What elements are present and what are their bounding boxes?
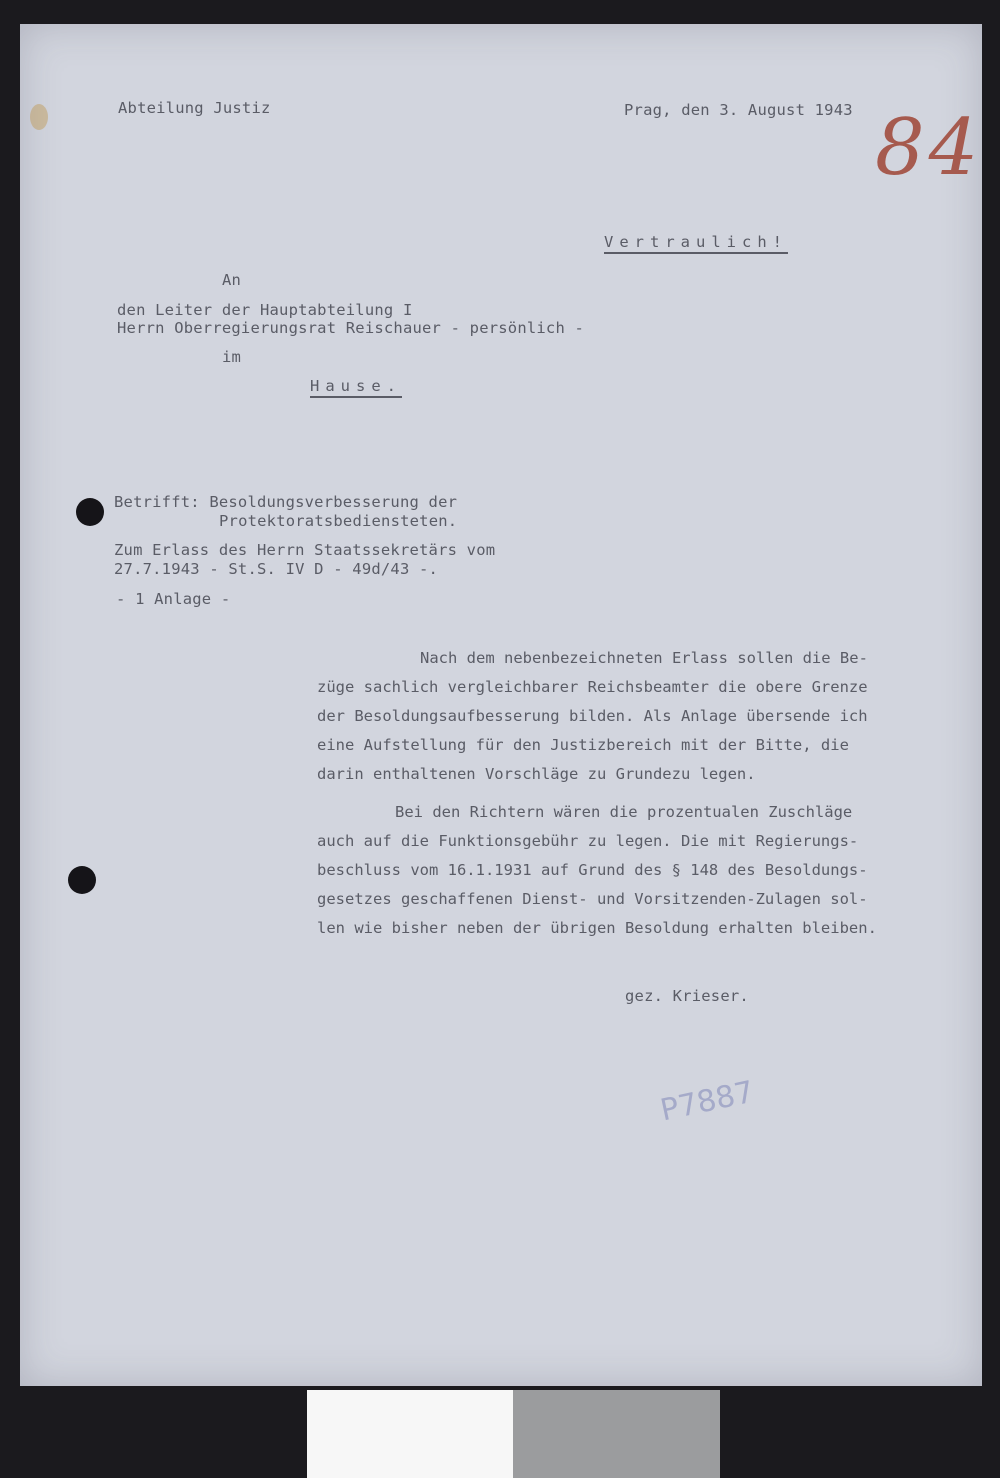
address-line2: Herrn Oberregierungsrat Reischauer - persönlich - bbox=[117, 319, 585, 337]
address-line1: den Leiter der Hauptabteilung I bbox=[117, 301, 413, 319]
document-page bbox=[20, 24, 982, 1386]
para1-line: darin enthaltenen Vorschläge zu Grundezu legen. bbox=[317, 765, 756, 783]
para1-line: züge sachlich vergleichbarer Reichsbeamter die obere Grenze bbox=[317, 678, 868, 696]
paragraph-1 bbox=[317, 644, 927, 789]
para2-line: len wie bisher neben der übrigen Besoldung erhalten bleiben. bbox=[317, 919, 877, 937]
address-to: An bbox=[222, 271, 242, 289]
punch-hole-bottom bbox=[68, 866, 96, 894]
para2-line: gesetzes geschaffenen Dienst- und Vorsitzenden-Zulagen sol- bbox=[317, 890, 868, 908]
para1-line: der Besoldungsaufbesserung bilden. Als Anlage übersende ich bbox=[317, 707, 868, 725]
address-house: Hause. bbox=[310, 377, 402, 395]
paragraph-2 bbox=[317, 798, 927, 943]
department-label: Abteilung Justiz bbox=[118, 99, 271, 117]
classification-label: Vertraulich! bbox=[604, 233, 788, 251]
address-in: im bbox=[222, 348, 242, 366]
para2-line: beschluss vom 16.1.1931 auf Grund des § 148 des Besoldungs- bbox=[317, 861, 868, 879]
reference-line1: Zum Erlass des Herrn Staatssekretärs vom bbox=[114, 541, 496, 559]
reference-line2: 27.7.1943 - St.S. IV D - 49d/43 -. bbox=[114, 560, 439, 578]
para2-line: Bei den Richtern wären die prozentualen Zuschläge bbox=[395, 803, 853, 821]
signature: gez. Krieser. bbox=[625, 987, 749, 1005]
folio-number: 84 bbox=[875, 103, 983, 193]
para2-line: auch auf die Funktionsgebühr zu legen. Die mit Regierungs- bbox=[317, 832, 859, 850]
punch-hole-top bbox=[76, 498, 104, 526]
stain-mark bbox=[30, 104, 48, 130]
place-date: Prag, den 3. August 1943 bbox=[624, 101, 853, 119]
subject-line2: Protektoratsbediensteten. bbox=[219, 512, 458, 530]
attachment-note: - 1 Anlage - bbox=[116, 590, 231, 608]
para1-line: Nach dem nebenbezeichneten Erlass sollen die Be- bbox=[420, 649, 868, 667]
pencil-note: P7887 bbox=[657, 1074, 758, 1129]
subject-line1: Betrifft: Besoldungsverbesserung der bbox=[114, 493, 458, 511]
color-reference-grey bbox=[513, 1390, 720, 1478]
para1-line: eine Aufstellung für den Justizbereich mit der Bitte, die bbox=[317, 736, 849, 754]
color-reference-white bbox=[307, 1390, 513, 1478]
